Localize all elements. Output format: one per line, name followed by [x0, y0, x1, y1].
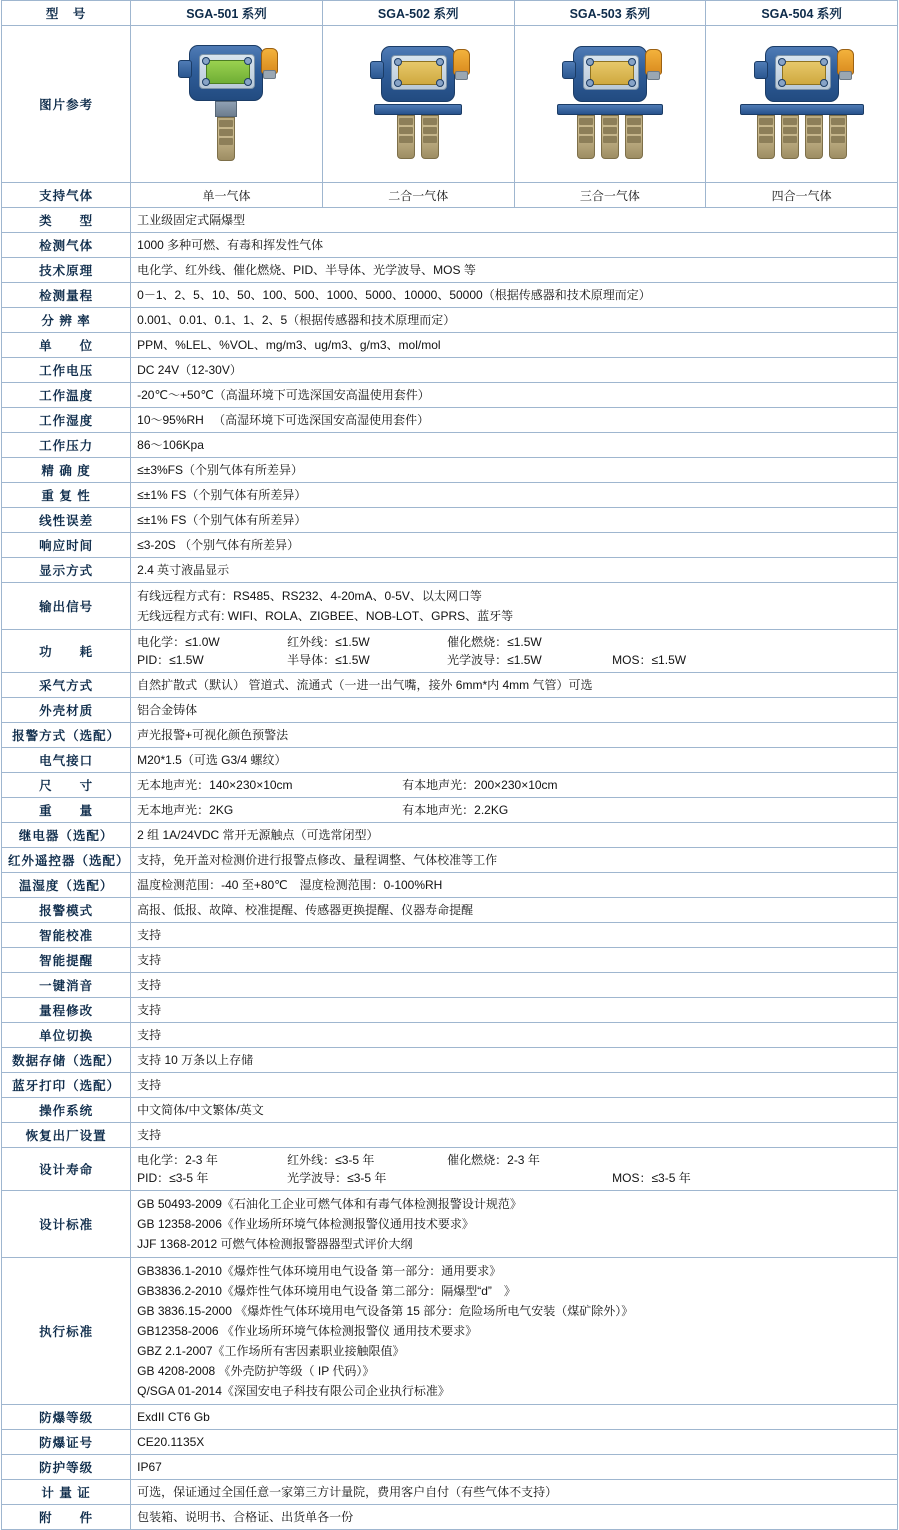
table-row-exec-standard	[2, 1258, 898, 1405]
table-row-gas-support	[2, 183, 898, 208]
table-row	[2, 1505, 898, 1530]
row-label: 分 辨 率	[2, 308, 131, 333]
row-value: 支持	[131, 973, 898, 998]
row-value: 自然扩散式（默认） 管道式、流通式（一进一出气嘴，接外 6mm*内 4mm 气管）可选	[131, 673, 898, 698]
model-501: SGA-501 系列	[131, 1, 323, 26]
row-value: 2.4 英寸液晶显示	[131, 558, 898, 583]
row-value: ≤±3%FS（个别气体有所差异）	[131, 458, 898, 483]
exec-standard-line: GB3836.1-2010《爆炸性气体环境用电气设备 第一部分：通用要求》	[137, 1264, 502, 1278]
table-row	[2, 333, 898, 358]
row-value: 高报、低报、故障、校准提醒、传感器更换提醒、仪器寿命提醒	[131, 898, 898, 923]
table-row	[2, 948, 898, 973]
row-label: 计 量 证	[2, 1480, 131, 1505]
table-row-output-signal	[2, 583, 898, 630]
table-row	[2, 848, 898, 873]
table-row	[2, 1405, 898, 1430]
row-label-design-standard: 设计标准	[2, 1191, 131, 1258]
table-row-model	[2, 1, 898, 26]
table-row	[2, 723, 898, 748]
table-row-weight	[2, 798, 898, 823]
row-value: 0.001、0.01、0.1、1、2、5（根据传感器和技术原理而定）	[131, 308, 898, 333]
row-label: 精 确 度	[2, 458, 131, 483]
gas-detector-1-probe-icon	[189, 45, 263, 161]
power-electrochemical: 电化学：≤1.0W	[137, 635, 220, 649]
table-row	[2, 508, 898, 533]
model-502: SGA-502 系列	[322, 1, 514, 26]
table-row	[2, 673, 898, 698]
power-infrared: 红外线：≤1.5W	[287, 635, 370, 649]
table-row	[2, 1023, 898, 1048]
row-label: 电气接口	[2, 748, 131, 773]
lifespan-optical-waveguide: 光学波导：≤3-5 年	[287, 1171, 387, 1185]
row-value: 支持	[131, 923, 898, 948]
row-label: 重 复 性	[2, 483, 131, 508]
row-label: 数据存储（选配）	[2, 1048, 131, 1073]
row-value: 包装箱、说明书、合格证、出货单各一份	[131, 1505, 898, 1530]
row-label: 线性误差	[2, 508, 131, 533]
row-value: 支持	[131, 1123, 898, 1148]
row-label: 检测量程	[2, 283, 131, 308]
lifespan-infrared: 红外线：≤3-5 年	[287, 1153, 375, 1167]
row-label-output-signal: 输出信号	[2, 583, 131, 630]
design-standard-line: JJF 1368-2012 可燃气体检测报警器器型式评价大纲	[137, 1237, 413, 1251]
row-value: -20℃～+50℃（高温环境下可选深国安高温使用套件）	[131, 383, 898, 408]
row-label: 操作系统	[2, 1098, 131, 1123]
row-label: 类 型	[2, 208, 131, 233]
row-label-weight: 重 量	[2, 798, 131, 823]
exec-standard-line: GB 3836.15-2000 《爆炸性气体环境用电气设备第 15 部分：危险场所电气安装（煤矿除外）》	[137, 1304, 634, 1318]
row-label: 量程修改	[2, 998, 131, 1023]
gas-detector-3-probe-icon	[557, 46, 663, 159]
table-row-images	[2, 26, 898, 183]
weight-with-alarm: 有本地声光：2.2KG	[402, 803, 509, 817]
row-value: 温度检测范围：-40 至+80℃ 湿度检测范围：0-100%RH	[131, 873, 898, 898]
row-value: 10～95%RH （高湿环境下可选深国安高湿使用套件）	[131, 408, 898, 433]
row-label: 附 件	[2, 1505, 131, 1530]
row-value: PPM、%LEL、%VOL、mg/m3、ug/m3、g/m3、mol/mol	[131, 333, 898, 358]
table-row	[2, 208, 898, 233]
table-row	[2, 898, 898, 923]
row-label: 一键消音	[2, 973, 131, 998]
size-with-alarm: 有本地声光：200×230×10cm	[402, 778, 558, 792]
row-label-exec-standard: 执行标准	[2, 1258, 131, 1405]
row-value-design-standard	[131, 1191, 898, 1258]
row-label: 防爆证号	[2, 1430, 131, 1455]
lifespan-pid: PID：≤3-5 年	[137, 1171, 209, 1185]
row-label-image: 图片参考	[2, 26, 131, 183]
row-value-weight	[131, 798, 898, 823]
row-value: 中文简体/中文繁体/英文	[131, 1098, 898, 1123]
gas-detector-4-probe-icon	[740, 46, 864, 159]
row-label-gas-support: 支持气体	[2, 183, 131, 208]
row-label: 工作温度	[2, 383, 131, 408]
table-row-design-standard	[2, 1191, 898, 1258]
output-signal-wireless: 无线远程方式有: WIFI、ROLA、ZIGBEE、NOB-LOT、GPRS、蓝牙等	[137, 609, 514, 623]
device-image-502	[322, 26, 514, 183]
row-value: M20*1.5（可选 G3/4 螺纹）	[131, 748, 898, 773]
table-row-lifespan	[2, 1148, 898, 1191]
row-value: 86～106Kpa	[131, 433, 898, 458]
table-row	[2, 558, 898, 583]
row-label-model: 型 号	[2, 1, 131, 26]
row-label: 报警模式	[2, 898, 131, 923]
row-value: 电化学、红外线、催化燃烧、PID、半导体、光学波导、MOS 等	[131, 258, 898, 283]
row-value: 1000 多种可燃、有毒和挥发性气体	[131, 233, 898, 258]
device-image-501	[131, 26, 323, 183]
gas-support-503: 三合一气体	[514, 183, 706, 208]
power-optical-waveguide: 光学波导：≤1.5W	[447, 653, 542, 667]
row-value: 支持	[131, 948, 898, 973]
row-value: 支持	[131, 1073, 898, 1098]
device-image-504	[706, 26, 898, 183]
table-row	[2, 483, 898, 508]
row-label-size: 尺 寸	[2, 773, 131, 798]
table-row	[2, 358, 898, 383]
table-row	[2, 748, 898, 773]
row-label: 红外遥控器（选配）	[2, 848, 131, 873]
row-label: 采气方式	[2, 673, 131, 698]
table-row	[2, 308, 898, 333]
row-value-power	[131, 630, 898, 673]
row-value: 2 组 1A/24VDC 常开无源触点（可选常闭型）	[131, 823, 898, 848]
power-mos: MOS：≤1.5W	[612, 653, 687, 667]
row-label: 继电器（选配）	[2, 823, 131, 848]
power-catalytic: 催化燃烧：≤1.5W	[447, 635, 542, 649]
row-label: 恢复出厂设置	[2, 1123, 131, 1148]
row-label-lifespan: 设计寿命	[2, 1148, 131, 1191]
table-row	[2, 873, 898, 898]
table-row	[2, 383, 898, 408]
lifespan-electrochemical: 电化学：2-3 年	[137, 1153, 218, 1167]
row-value: 支持	[131, 998, 898, 1023]
row-value: CE20.1135X	[131, 1430, 898, 1455]
table-row	[2, 1455, 898, 1480]
table-row	[2, 973, 898, 998]
exec-standard-line: GB3836.2-2010《爆炸性气体环境用电气设备 第二部分：隔爆型“d” 》	[137, 1284, 516, 1298]
row-value: 铝合金铸体	[131, 698, 898, 723]
row-value-exec-standard	[131, 1258, 898, 1405]
row-value: 支持	[131, 1023, 898, 1048]
row-label: 工作电压	[2, 358, 131, 383]
row-label-power: 功 耗	[2, 630, 131, 673]
table-row	[2, 433, 898, 458]
row-value: ≤3-20S （个别气体有所差异）	[131, 533, 898, 558]
row-label: 防爆等级	[2, 1405, 131, 1430]
exec-standard-line: GB 4208-2008 《外壳防护等级（ IP 代码）》	[137, 1364, 375, 1378]
row-label: 技术原理	[2, 258, 131, 283]
exec-standard-line: GB12358-2006 《作业场所环境气体检测报警仪 通用技术要求》	[137, 1324, 478, 1338]
table-row	[2, 1430, 898, 1455]
gas-support-504: 四合一气体	[706, 183, 898, 208]
row-label: 报警方式（选配）	[2, 723, 131, 748]
row-value: 支持，免开盖对检测价进行报警点修改、量程调整、气体校准等工作	[131, 848, 898, 873]
lifespan-mos: MOS：≤3-5 年	[612, 1171, 691, 1185]
table-row	[2, 998, 898, 1023]
row-value: ExdII CT6 Gb	[131, 1405, 898, 1430]
row-value: IP67	[131, 1455, 898, 1480]
row-label: 防护等级	[2, 1455, 131, 1480]
table-row	[2, 1098, 898, 1123]
exec-standard-line: Q/SGA 01-2014《深国安电子科技有限公司企业执行标准》	[137, 1384, 450, 1398]
table-row	[2, 533, 898, 558]
row-value: 工业级固定式隔爆型	[131, 208, 898, 233]
row-label: 显示方式	[2, 558, 131, 583]
lifespan-catalytic: 催化燃烧：2-3 年	[447, 1153, 540, 1167]
model-504: SGA-504 系列	[706, 1, 898, 26]
lifespan-row-1	[137, 1151, 891, 1169]
power-row-2	[137, 651, 891, 669]
row-value: ≤±1% FS（个别气体有所差异）	[131, 508, 898, 533]
row-label: 智能校准	[2, 923, 131, 948]
table-row	[2, 283, 898, 308]
power-row-1	[137, 633, 891, 651]
table-row	[2, 1480, 898, 1505]
row-label: 智能提醒	[2, 948, 131, 973]
specification-table	[1, 0, 898, 1530]
exec-standard-line: GBZ 2.1-2007《工作场所有害因素职业接触限值》	[137, 1344, 405, 1358]
table-row	[2, 698, 898, 723]
design-standard-line: GB 12358-2006《作业场所环境气体检测报警仪通用技术要求》	[137, 1217, 474, 1231]
table-row	[2, 923, 898, 948]
gas-detector-2-probe-icon	[374, 46, 462, 159]
weight-without-alarm: 无本地声光：2KG	[137, 803, 234, 817]
table-row	[2, 1123, 898, 1148]
row-label: 单位切换	[2, 1023, 131, 1048]
power-pid: PID：≤1.5W	[137, 653, 204, 667]
row-label: 外壳材质	[2, 698, 131, 723]
table-row	[2, 408, 898, 433]
row-label: 温湿度（选配）	[2, 873, 131, 898]
row-value-lifespan	[131, 1148, 898, 1191]
table-row	[2, 258, 898, 283]
row-label: 蓝牙打印（选配）	[2, 1073, 131, 1098]
table-row-size	[2, 773, 898, 798]
row-value: ≤±1% FS（个别气体有所差异）	[131, 483, 898, 508]
row-label: 工作湿度	[2, 408, 131, 433]
row-value-size	[131, 773, 898, 798]
power-semiconductor: 半导体：≤1.5W	[287, 653, 370, 667]
table-row	[2, 823, 898, 848]
output-signal-wired: 有线远程方式有：RS485、RS232、4-20mA、0-5V、以太网口等	[137, 589, 482, 603]
gas-support-501: 单一气体	[131, 183, 323, 208]
gas-support-502: 二合一气体	[322, 183, 514, 208]
row-value: DC 24V（12-30V）	[131, 358, 898, 383]
design-standard-line: GB 50493-2009《石油化工企业可燃气体和有毒气体检测报警设计规范》	[137, 1197, 522, 1211]
row-label: 工作压力	[2, 433, 131, 458]
row-label: 响应时间	[2, 533, 131, 558]
device-image-503	[514, 26, 706, 183]
table-row	[2, 458, 898, 483]
row-label: 单 位	[2, 333, 131, 358]
table-row	[2, 1048, 898, 1073]
model-503: SGA-503 系列	[514, 1, 706, 26]
row-value: 0－1、2、5、10、50、100、500、1000、5000、10000、50000（根据传感器和技术原理而定）	[131, 283, 898, 308]
row-value-output-signal	[131, 583, 898, 630]
table-row	[2, 1073, 898, 1098]
table-row-power	[2, 630, 898, 673]
size-without-alarm: 无本地声光：140×230×10cm	[137, 778, 293, 792]
row-value: 声光报警+可视化颜色预警法	[131, 723, 898, 748]
row-value: 支持 10 万条以上存储	[131, 1048, 898, 1073]
row-label: 检测气体	[2, 233, 131, 258]
table-row	[2, 233, 898, 258]
row-value: 可选，保证通过全国任意一家第三方计量院，费用客户自付（有些气体不支持）	[131, 1480, 898, 1505]
lifespan-row-2	[137, 1169, 891, 1187]
